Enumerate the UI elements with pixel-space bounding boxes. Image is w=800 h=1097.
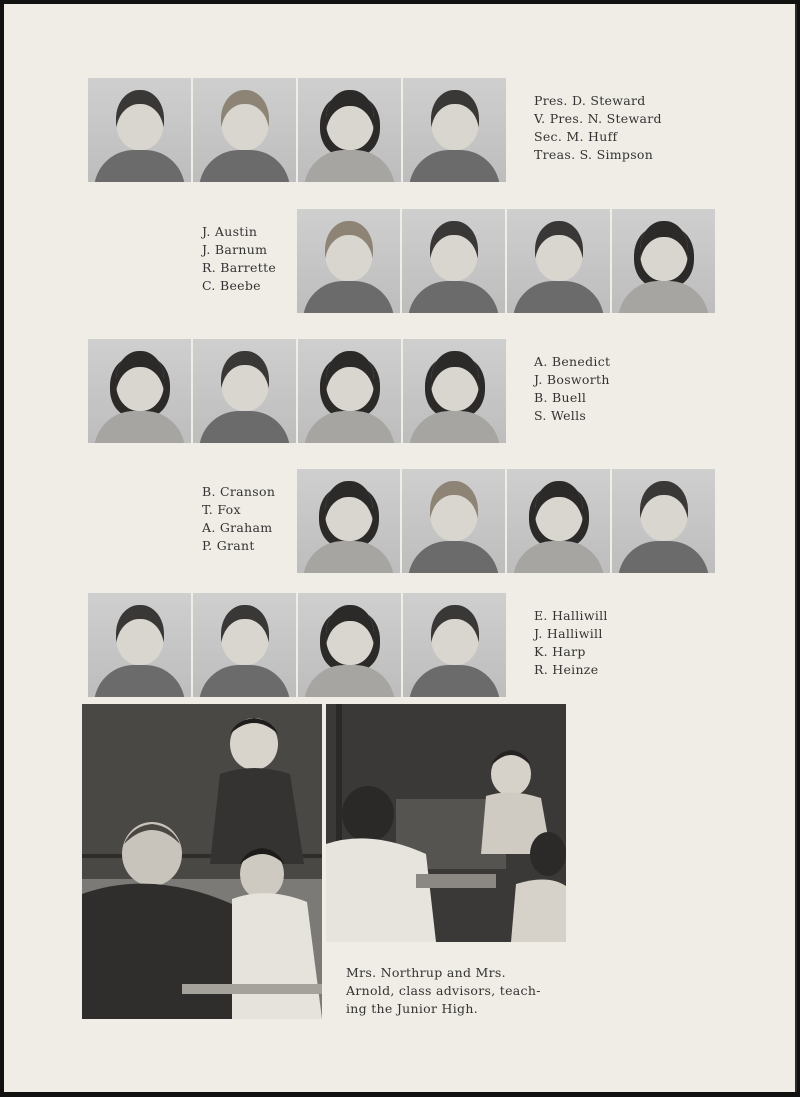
- name-line: R. Barrette: [202, 260, 277, 275]
- student-portrait: [298, 78, 401, 182]
- student-portrait: [403, 593, 506, 697]
- classroom-scene-left: [82, 704, 322, 1019]
- name-list: [202, 223, 276, 295]
- name-line: C. Beebe: [202, 278, 261, 293]
- name-list: [534, 353, 610, 425]
- name-line: T. Fox: [202, 502, 241, 517]
- name-line: Treas. S. Simpson: [534, 147, 654, 162]
- classroom-photo-right: [326, 704, 566, 942]
- student-portrait: [297, 469, 400, 573]
- name-line: P. Grant: [202, 538, 255, 553]
- student-portrait: [193, 593, 296, 697]
- student-portrait: [403, 339, 506, 443]
- name-line: J. Barnum: [202, 242, 268, 257]
- student-portrait: [88, 339, 191, 443]
- student-portrait: [298, 339, 401, 443]
- name-line: K. Harp: [534, 644, 586, 659]
- classroom-photo-left: [82, 704, 322, 1019]
- name-line: R. Heinze: [534, 662, 599, 677]
- student-portrait: [298, 593, 401, 697]
- caption-line: Mrs. Northrup and Mrs.: [346, 965, 506, 980]
- student-portrait: [193, 78, 296, 182]
- name-line: J. Halliwill: [534, 626, 603, 641]
- caption-line: ing the Junior High.: [346, 1001, 478, 1016]
- student-portrait: [402, 469, 505, 573]
- name-line: B. Buell: [534, 390, 587, 405]
- name-line: A. Benedict: [534, 354, 611, 369]
- student-portrait: [612, 469, 715, 573]
- name-line: A. Graham: [202, 520, 273, 535]
- name-line: E. Halliwill: [534, 608, 608, 623]
- student-portrait: [507, 469, 610, 573]
- name-line: Pres. D. Steward: [534, 93, 646, 108]
- student-portrait: [193, 339, 296, 443]
- name-list: [202, 483, 275, 555]
- name-line: B. Cranson: [202, 484, 276, 499]
- officers-name-list: [534, 92, 662, 164]
- name-line: J. Austin: [202, 224, 258, 239]
- student-portrait: [612, 209, 715, 313]
- student-portrait: [297, 209, 400, 313]
- student-portrait: [402, 209, 505, 313]
- student-portrait: [507, 209, 610, 313]
- caption-line: Arnold, class advisors, teach-: [346, 983, 541, 998]
- classroom-scene-right: [326, 704, 566, 942]
- name-list: [534, 607, 608, 679]
- name-line: J. Bosworth: [534, 372, 610, 387]
- name-line: S. Wells: [534, 408, 587, 423]
- student-portrait: [403, 78, 506, 182]
- student-portrait: [88, 593, 191, 697]
- student-portrait: [88, 78, 191, 182]
- name-line: Sec. M. Huff: [534, 129, 618, 144]
- yearbook-page: [4, 4, 797, 1092]
- name-line: V. Pres. N. Steward: [534, 111, 662, 126]
- photo-caption: [346, 964, 556, 1018]
